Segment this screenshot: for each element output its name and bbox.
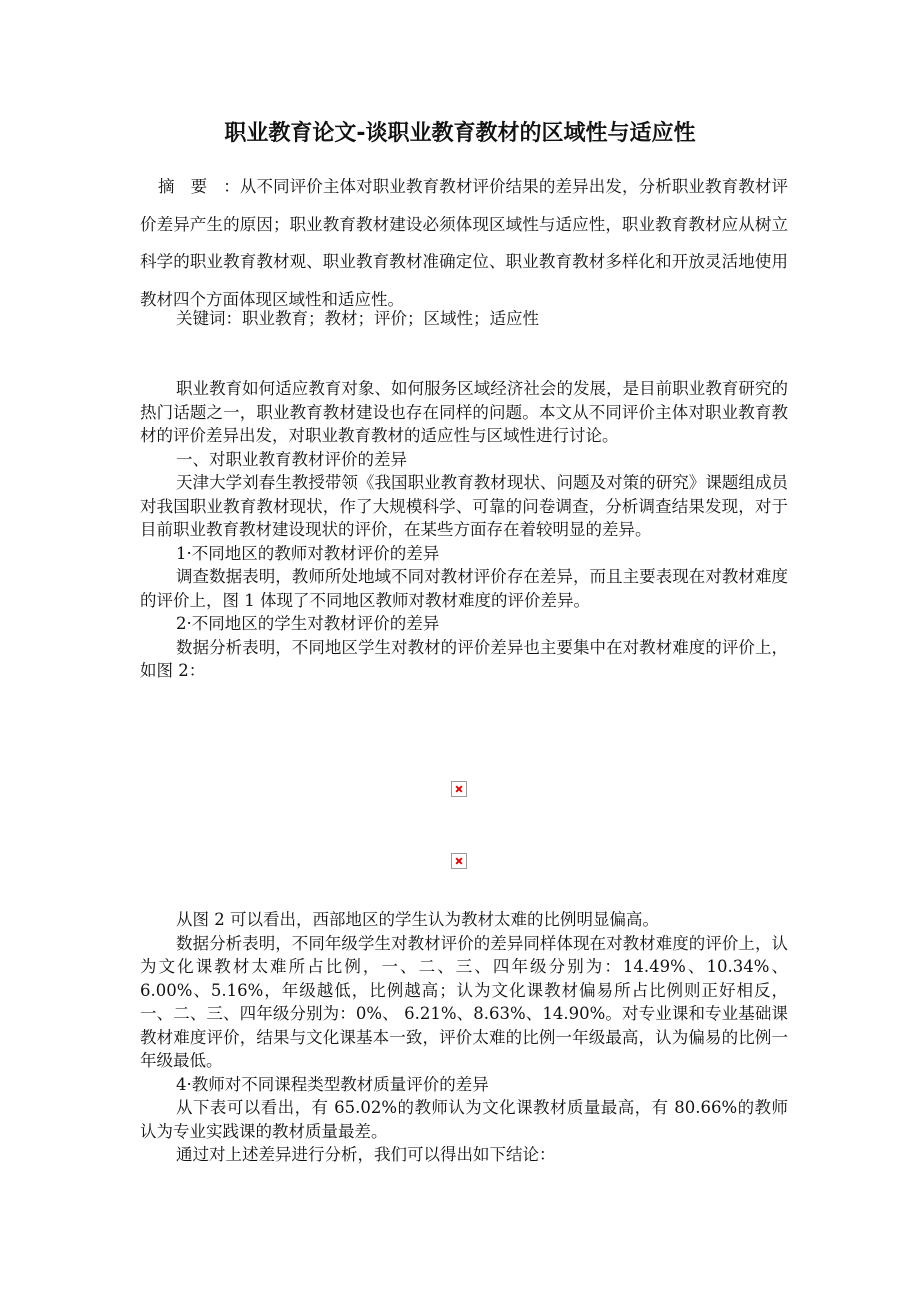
abstract	[140, 168, 788, 318]
body-section-bottom	[140, 908, 788, 1167]
document-title: 职业教育论文-谈职业教育教材的区域性与适应性	[224, 121, 696, 146]
body-section-top	[140, 377, 788, 683]
abstract-text: ：从不同评价主体对职业教育教材评价结果的差异出发，分析职业教育教材评价差异产生的原因；职业教育教材建设必须体现区域性与适应性，职业教育教材应从树立科学的职业教育教材观、职业教育教材准确定位、职业教育教材多样化和开放灵活地使用教材四个方面体现区域性和适应性。	[140, 177, 789, 309]
subheading-students-region: 2·不同地区的学生对教材评价的差异	[176, 614, 440, 633]
abstract-label: 摘要	[158, 177, 224, 196]
broken-image-icon	[451, 781, 467, 797]
keywords: 关键词：职业教育；教材；评价；区域性；适应性	[176, 309, 539, 328]
grade-analysis-paragraph: 数据分析表明，不同年级学生对教材评价的差异同样体现在对教材难度的评价上，认为文化课教材太难所占比例，一、二、三、四年级分别为：14.49%、10.34%、6.00%、5.16%，年级越低，比例越高；认为文化课教材偏易所占比例则正好相反，一、二、三、四年级分别为：0%、 6.21%、8.63%、14.90%。对专业课和专业基础课教材难度评价，结果与文化课基本一致，评价太难的比例一年级最高，认为偏易的比例一年级最低。	[140, 933, 788, 1070]
broken-image-icon	[451, 853, 467, 869]
subheading-course-types: 4·教师对不同课程类型教材质量评价的差异	[176, 1074, 489, 1094]
survey-paragraph: 天津大学刘春生教授带领《我国职业教育教材现状、问题及对策的研究》课题组成员对我国职业教育教材现状，作了大规模科学、可靠的问卷调查，分析调查结果发现，对于目前职业教育教材建设现状的评价，在某些方面存在着较明显的差异。	[140, 473, 788, 539]
teachers-region-paragraph: 调查数据表明，教师所处地域不同对教材评价存在差异，而且主要表现在对教材难度的评价上，图 1 体现了不同地区教师对教材难度的评价差异。	[140, 567, 788, 610]
course-types-paragraph: 从下表可以看出，有 65.02%的教师认为文化课教材质量最高，有 80.66%的教师认为专业实践课的教材质量最差。	[140, 1098, 788, 1141]
section-heading-1: 一、对职业教育教材评价的差异	[176, 449, 407, 469]
intro-paragraph: 职业教育如何适应教育对象、如何服务区域经济社会的发展，是目前职业教育研究的热门话题之一，职业教育教材建设也存在同样的问题。本文从不同评价主体对职业教育教材的评价差异出发，对职业教育教材的适应性与区域性进行讨论。	[140, 379, 788, 445]
subheading-teachers-region: 1·不同地区的教师对教材评价的差异	[176, 543, 440, 563]
figure2-paragraph: 从图 2 可以看出，西部地区的学生认为教材太难的比例明显偏高。	[176, 910, 659, 929]
students-region-paragraph: 数据分析表明，不同地区学生对教材的评价差异也主要集中在对教材难度的评价上，如图 2：	[140, 637, 788, 680]
conclusion-intro: 通过对上述差异进行分析，我们可以得出如下结论：	[176, 1145, 556, 1164]
